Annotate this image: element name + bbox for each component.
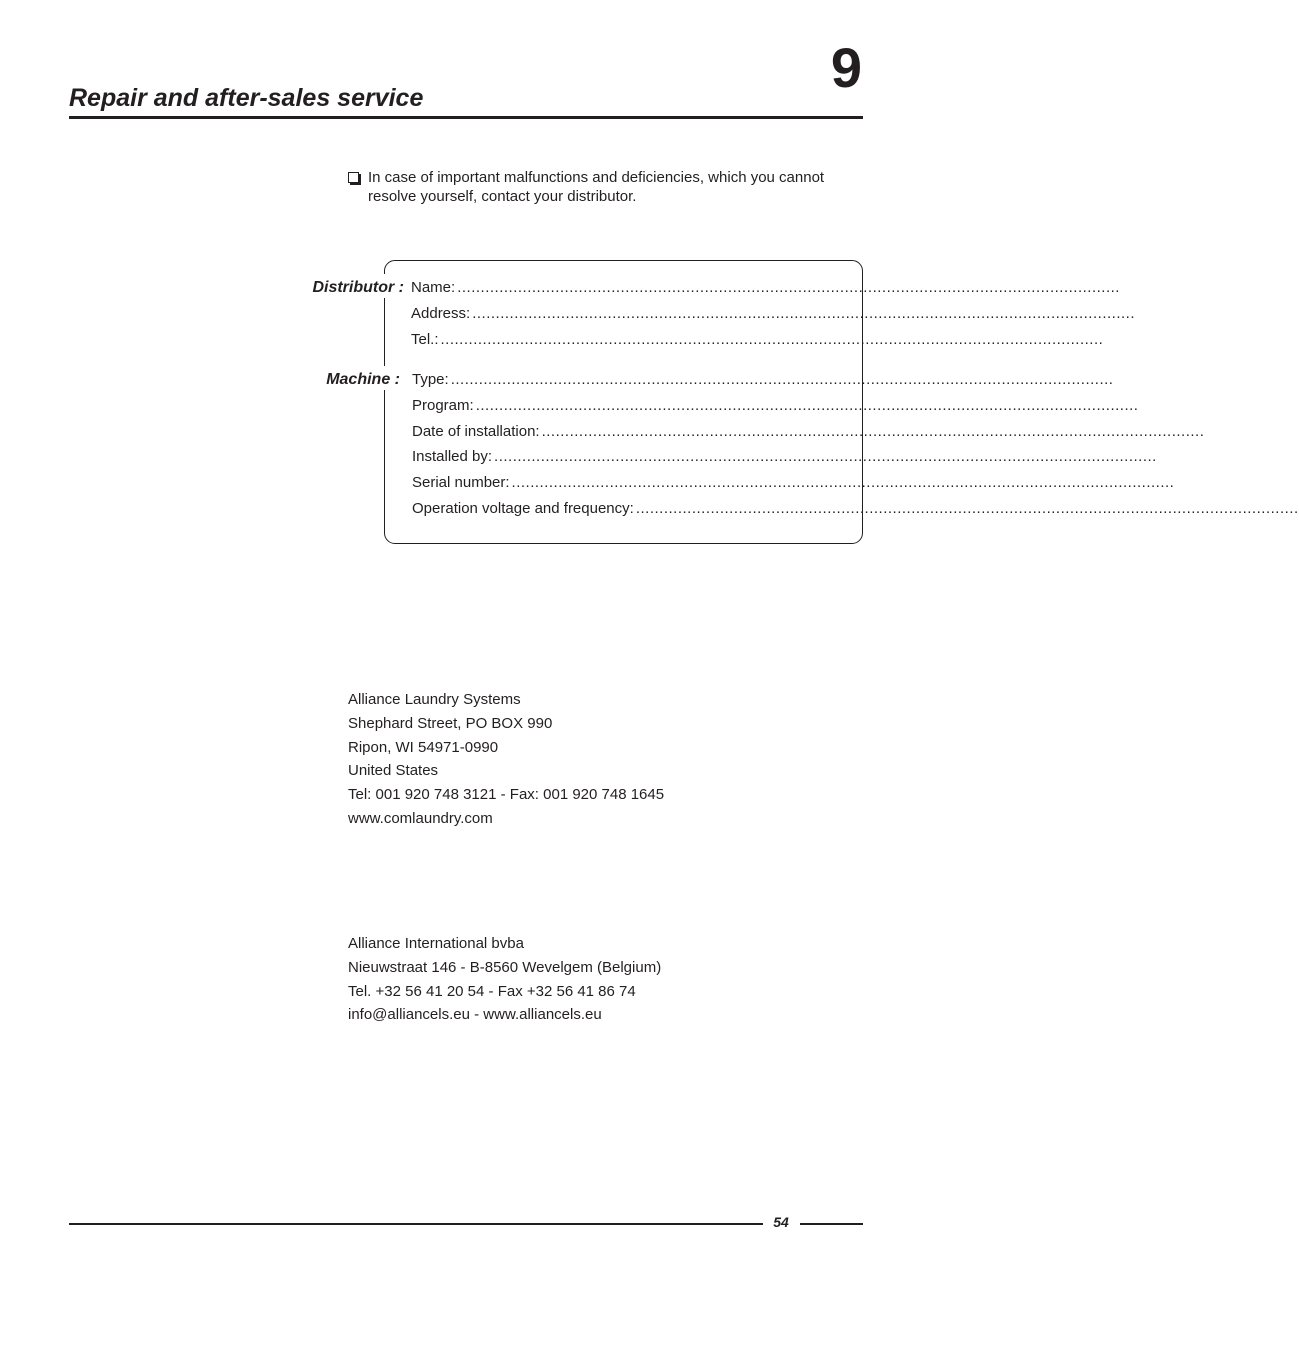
fill-line: .............................................................................................................................................. [635,500,1299,517]
machine-program-field[interactable] [412,397,1139,415]
field-label: Type: [412,371,449,388]
machine-label: Machine : [326,371,400,388]
footer-divider [69,1223,763,1225]
fill-line: .............................................................................................................................................. [511,474,1175,491]
page-title: Repair and after-sales service [69,84,424,112]
field-label: Serial number: [412,474,510,491]
address-line: Alliance International bvba [348,935,524,952]
address-us [348,688,664,831]
fill-line: .............................................................................................................................................. [475,397,1139,414]
address-line: Alliance Laundry Systems [348,691,521,708]
serial-number-field[interactable] [412,474,1175,492]
fill-line: .............................................................................................................................................. [541,423,1205,440]
field-label: Operation voltage and frequency: [412,500,634,517]
field-label: Program: [412,397,474,414]
chapter-number: 9 [830,36,862,99]
field-label: Address: [411,305,471,322]
address-line: Tel. +32 56 41 20 54 - Fax +32 56 41 86 74 [348,982,636,1000]
field-label: Date of installation: [412,423,540,440]
installation-date-field[interactable] [412,423,1205,441]
fill-line: .............................................................................................................................................. [472,305,1135,322]
notice-text: In case of important malfunctions and deficiencies, which you cannot resolve yourself, contact your distributor. [368,169,825,205]
address-line: Ripon, WI 54971-0990 [348,738,499,756]
address-line: United States [348,762,439,780]
fill-line: .............................................................................................................................................. [457,279,1120,296]
fill-line: .............................................................................................................................................. [494,448,1157,465]
fill-line: .............................................................................................................................................. [440,331,1104,348]
title-divider [69,116,863,119]
distributor-address-field[interactable] [411,305,1135,323]
website-link[interactable]: www.comlaundry.com [348,809,493,827]
field-label: Tel.: [411,331,439,348]
field-label: Installed by: [412,448,493,465]
address-eu [348,932,661,1027]
fill-line: .............................................................................................................................................. [450,371,1114,388]
distributor-label: Distributor : [312,279,404,296]
voltage-frequency-field[interactable] [412,500,1299,518]
distributor-tel-field[interactable] [411,331,1104,349]
checkbox-icon [348,172,359,183]
address-line: Nieuwstraat 146 - B-8560 Wevelgem (Belgium) [348,958,662,976]
address-line: Tel: 001 920 748 3121 - Fax: 001 920 748 1645 [348,786,665,804]
email-website-link[interactable]: info@alliancels.eu - www.alliancels.eu [348,1006,602,1024]
footer-divider [800,1223,863,1225]
installed-by-field[interactable] [412,448,1157,466]
field-label: Name: [411,279,456,296]
page-number: 54 [773,1214,789,1230]
address-line: Shephard Street, PO BOX 990 [348,714,553,732]
distributor-name-field[interactable] [411,279,1120,297]
machine-type-field[interactable] [412,371,1114,389]
